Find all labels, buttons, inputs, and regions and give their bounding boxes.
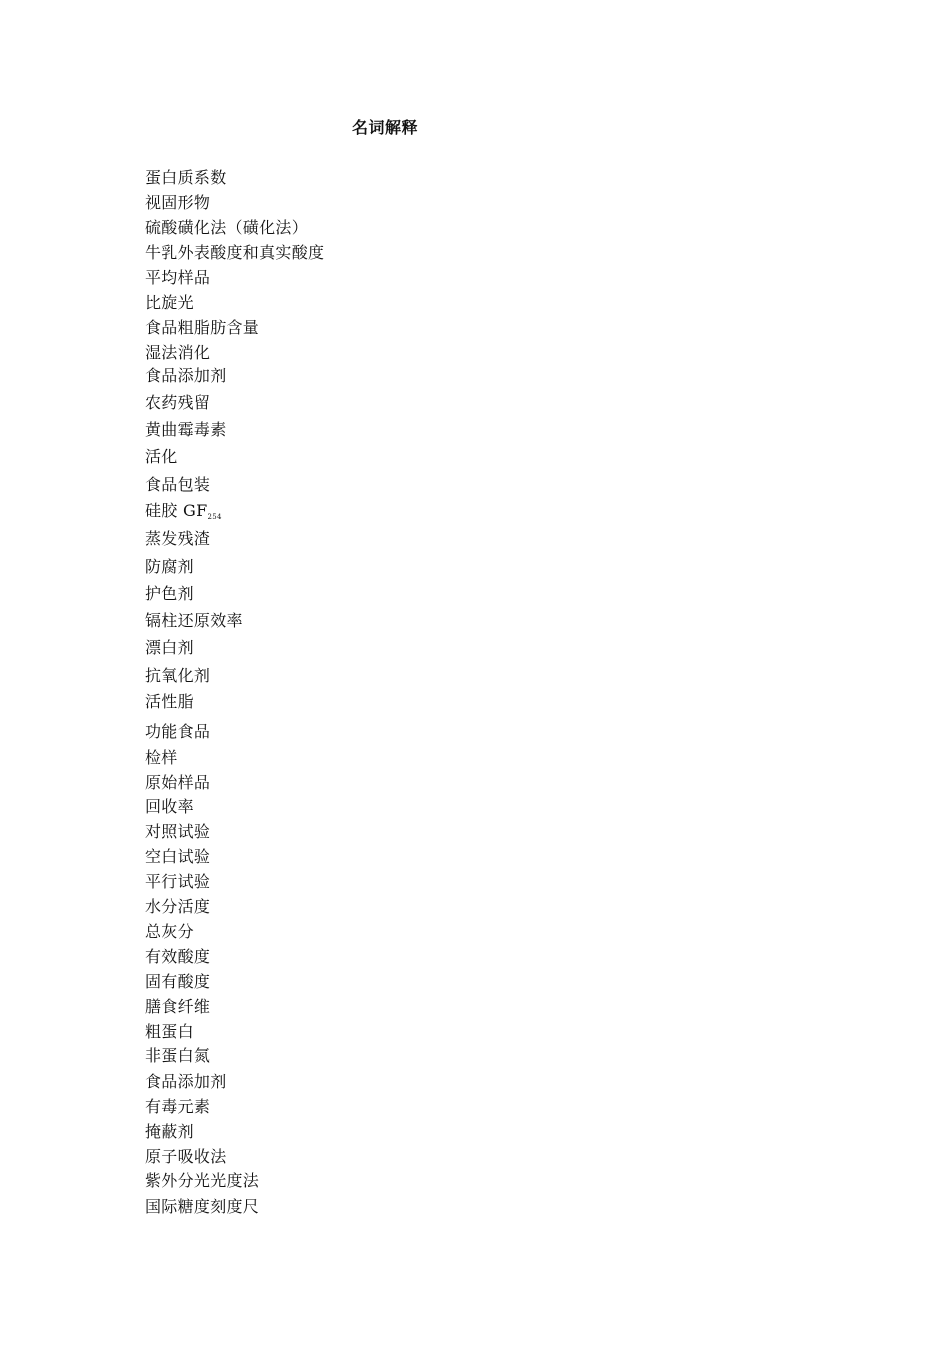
term-item-silica-gel	[145, 501, 222, 527]
term-item: 非蛋白氮	[145, 1046, 211, 1065]
term-item: 有毒元素	[145, 1097, 211, 1116]
term-item: 回收率	[145, 797, 194, 816]
term-item: 牛乳外表酸度和真实酸度	[145, 243, 325, 262]
term-item: 蒸发残渣	[145, 529, 211, 548]
document-title: 名词解释	[351, 118, 418, 137]
term-item: 粗蛋白	[145, 1022, 194, 1041]
term-item: 活性脂	[145, 692, 194, 711]
term-item: 水分活度	[145, 897, 211, 916]
term-item: 食品包装	[145, 475, 211, 494]
term-item: 湿法消化	[145, 343, 211, 362]
term-item: 总灰分	[145, 922, 194, 941]
term-item: 掩蔽剂	[145, 1122, 194, 1141]
term-item: 黄曲霉毒素	[145, 420, 227, 439]
term-item: 防腐剂	[145, 557, 194, 576]
term-item: 原子吸收法	[145, 1147, 227, 1166]
term-item: 固有酸度	[145, 972, 211, 991]
term-prefix: 硅胶 GF	[145, 501, 208, 520]
term-item: 护色剂	[145, 584, 194, 603]
term-item: 膳食纤维	[145, 997, 211, 1016]
term-item: 原始样品	[145, 773, 211, 792]
term-item: 农药残留	[145, 393, 211, 412]
term-item: 硫酸磺化法（磺化法）	[145, 218, 309, 237]
term-item: 功能食品	[145, 722, 211, 741]
term-item: 有效酸度	[145, 947, 211, 966]
term-item: 食品添加剂	[145, 1072, 227, 1091]
term-item: 活化	[145, 447, 178, 466]
term-subscript: 254	[207, 513, 222, 521]
term-item: 比旋光	[145, 293, 194, 312]
term-item: 漂白剂	[145, 638, 194, 657]
term-item: 空白试验	[145, 847, 211, 866]
term-item: 视固形物	[145, 193, 211, 212]
term-item: 国际糖度刻度尺	[145, 1197, 260, 1216]
term-item: 平均样品	[145, 268, 211, 287]
term-item: 紫外分光光度法	[145, 1171, 260, 1190]
term-item: 检样	[145, 748, 178, 767]
term-item: 食品添加剂	[145, 366, 227, 385]
term-item: 蛋白质系数	[145, 168, 227, 187]
term-item: 食品粗脂肪含量	[145, 318, 260, 337]
term-item: 抗氧化剂	[145, 666, 211, 685]
term-item: 平行试验	[145, 872, 211, 891]
term-item: 镉柱还原效率	[145, 611, 243, 630]
term-item: 对照试验	[145, 822, 211, 841]
